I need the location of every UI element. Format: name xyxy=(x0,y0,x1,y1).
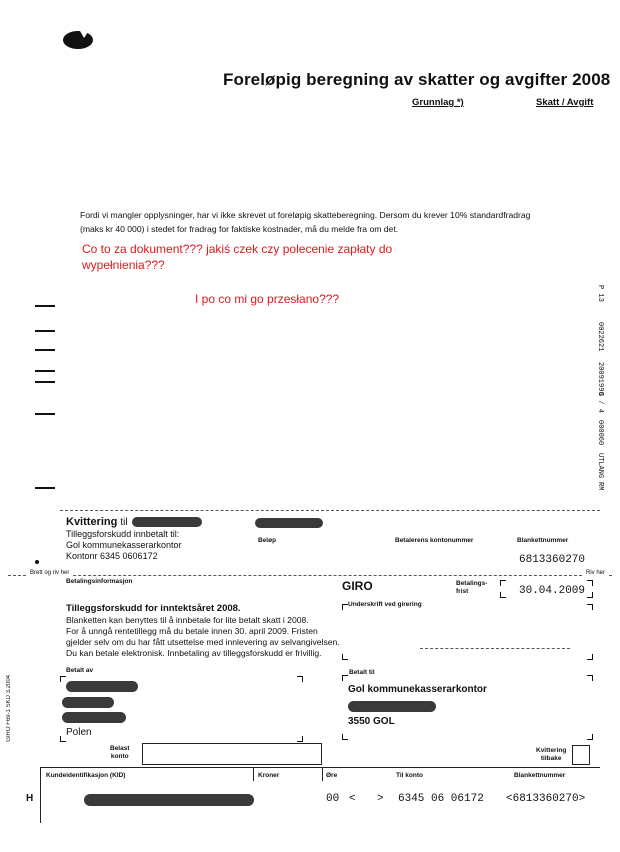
underskrift-label: Underskrift ved girering xyxy=(348,601,422,608)
corner-mark xyxy=(342,734,348,740)
redacted-payee-address xyxy=(348,701,436,712)
payee-name: Gol kommunekasserarkontor xyxy=(348,684,487,695)
margin-mark xyxy=(35,330,55,332)
margin-mark xyxy=(35,381,55,383)
margin-mark xyxy=(35,487,55,489)
bottom-blankett-value: <6813360270> xyxy=(506,793,586,805)
margin-mark xyxy=(35,305,55,307)
corner-mark xyxy=(342,604,348,610)
payer-country: Polen xyxy=(66,727,92,738)
betalingsfrist-label: Betalings- frist xyxy=(456,580,488,595)
h-marker: H xyxy=(26,793,34,804)
corner-mark xyxy=(500,592,506,598)
redacted-name xyxy=(255,518,323,528)
info-note xyxy=(80,208,570,236)
fold-dashed-line xyxy=(8,575,612,576)
redacted-payer xyxy=(62,712,126,723)
corner-mark xyxy=(342,654,348,660)
side-code: 0022621 xyxy=(596,322,604,352)
corner-mark xyxy=(500,580,506,586)
bottom-section-line xyxy=(40,767,600,768)
corner-mark xyxy=(587,675,593,681)
side-code: 20091996 xyxy=(596,362,604,396)
redacted-payer xyxy=(66,681,138,692)
margin-mark xyxy=(35,413,55,415)
belast-konto-label: Belast konto xyxy=(110,745,130,760)
info-title: Tilleggsforskudd for inntektsåret 2008. xyxy=(66,603,241,614)
divider xyxy=(253,767,254,781)
corner-mark xyxy=(587,592,593,598)
betalingsinformasjon-label: Betalingsinformasjon xyxy=(66,578,133,585)
til-konto-value: 6345 06 06172 xyxy=(398,793,484,805)
kroner-label: Kroner xyxy=(258,772,280,779)
note-line-2: (maks kr 40 000) i stedet for fradrag for faktiske kostnader, må du melde fra om det. xyxy=(80,224,399,234)
corner-mark xyxy=(587,604,593,610)
kvittering-tilbake-checkbox[interactable] xyxy=(572,745,590,765)
payee-city: 3550 GOL xyxy=(348,716,395,727)
belop-label: Beløp xyxy=(258,537,277,544)
divider xyxy=(40,767,41,823)
giro-side-code: GIRO F69-1 SKD 3.2004 xyxy=(6,675,12,742)
annotation-question-2: I po co mi go przesłano??? xyxy=(195,292,340,306)
betalerens-kontonummer-label: Betalerens kontonummer xyxy=(395,537,474,544)
corner-mark xyxy=(297,676,303,682)
receipt-blankett-number: 6813360270 xyxy=(519,554,586,566)
receipt-title: Kvittering til xyxy=(66,516,128,528)
corner-mark xyxy=(587,654,593,660)
side-code: RM xyxy=(596,482,604,491)
corner-mark xyxy=(60,736,66,742)
betalt-til-label: Betalt til xyxy=(349,669,375,676)
divider xyxy=(322,767,323,781)
margin-mark xyxy=(35,349,55,351)
corner-mark xyxy=(60,676,66,682)
redacted-payer xyxy=(62,697,114,708)
ocr-gt: > xyxy=(377,793,384,805)
ore-value: 00 xyxy=(326,793,340,805)
note-line-1: Fordi vi mangler opplysninger, har vi ikke skrevet ut foreløpig skatteberegning. Dersom du krever 10% standardfradrag xyxy=(80,210,531,220)
corner-mark xyxy=(587,580,593,586)
betalt-av-label: Betalt av xyxy=(66,667,94,674)
kvittering-tilbake-label: Kvittering tilbake xyxy=(536,747,567,762)
blankettnummer-label: Blankettnummer xyxy=(517,537,569,544)
redacted-name xyxy=(132,517,202,527)
receipt-info: Tilleggsforskudd innbetalt til: Gol kommunekasserarkontor Kontonr 6345 0606172 xyxy=(66,529,182,561)
corner-mark xyxy=(297,736,303,742)
kid-label: Kundeidentifikasjon (KID) xyxy=(46,772,126,779)
fold-label-right: Riv her xyxy=(586,570,606,576)
page-title: Foreløpig beregning av skatter og avgifter 2008 xyxy=(223,70,611,89)
skatteetaten-logo-icon xyxy=(62,28,96,50)
receipt-top-dashed-line xyxy=(60,510,600,511)
ore-label: Øre xyxy=(326,772,338,779)
corner-mark xyxy=(587,734,593,740)
annotation-question-1: Co to za dokument??? jakiś czek czy polecenie zapłaty do wypełnienia??? xyxy=(82,242,393,272)
grunnlag-column-header: Grunnlag *) xyxy=(412,97,464,108)
signature-line[interactable] xyxy=(420,648,570,649)
margin-mark xyxy=(35,370,55,372)
redacted-kid xyxy=(84,794,254,806)
skatt-column-header: Skatt / Avgift xyxy=(536,97,594,108)
bottom-blankett-label: Blankettnummer xyxy=(514,772,566,779)
giro-label: GIRO xyxy=(342,579,373,593)
betalingsfrist-date: 30.04.2009 xyxy=(519,585,586,597)
belast-konto-field[interactable] xyxy=(142,743,322,765)
side-code: UTLANG xyxy=(596,453,604,479)
side-code: P 13 xyxy=(596,285,604,302)
bullet-dot xyxy=(35,560,39,564)
side-code: 3 / 4 xyxy=(596,392,604,414)
info-body: Blanketten kan benyttes til å innbetale for lite betalt skatt i 2008. For å unngå rentetillegg må du betale innen 30. april 2009. Fristen gjelder selv om du har fått utsettelse med innlevering av selvangivelsen. Du kan betale elektronisk. Innbetaling av tilleggsforskudd er frivillig. xyxy=(66,615,340,658)
til-konto-label: Til konto xyxy=(396,772,423,779)
ocr-lt: < xyxy=(349,793,356,805)
corner-mark xyxy=(342,675,348,681)
fold-label-left: Brett og riv her xyxy=(30,570,70,576)
side-code: 000060 xyxy=(596,420,604,446)
